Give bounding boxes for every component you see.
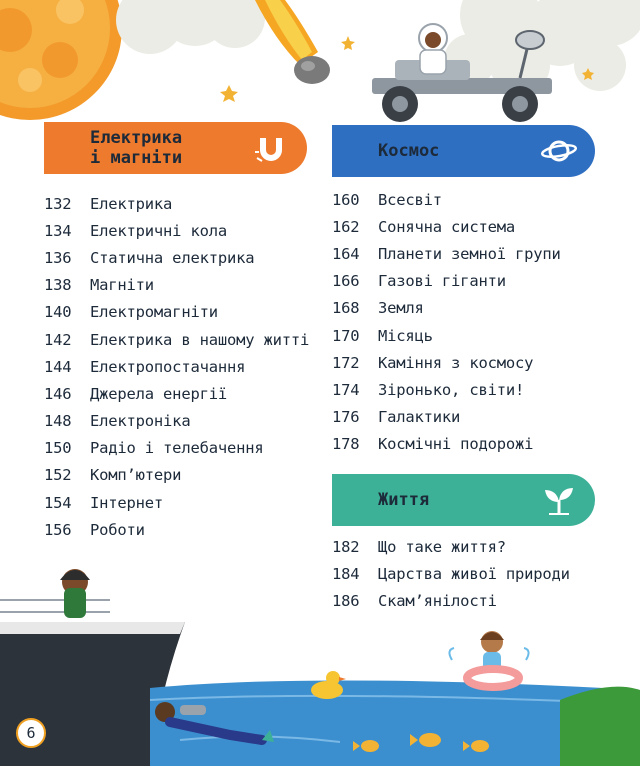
page-number: 160 xyxy=(332,190,360,209)
sprout-icon xyxy=(541,482,577,518)
sea-illustration xyxy=(150,680,640,766)
page-number: 148 xyxy=(44,412,72,431)
toc-entry[interactable] xyxy=(44,353,309,380)
page-number: 184 xyxy=(332,564,360,583)
entry-title: Космічні подорожі xyxy=(378,435,534,454)
page-number: 182 xyxy=(332,537,360,556)
entry-title: Статична електрика xyxy=(90,248,255,267)
toc-entry[interactable] xyxy=(44,217,309,244)
comet-illustration xyxy=(255,0,330,84)
page-number: 168 xyxy=(332,299,360,318)
page-number: 178 xyxy=(332,435,360,454)
toc-entry[interactable] xyxy=(44,489,309,516)
toc-entry[interactable] xyxy=(44,190,309,217)
page-number: 172 xyxy=(332,353,360,372)
sun-illustration xyxy=(0,0,122,120)
page-number: 146 xyxy=(44,384,72,403)
toc-entry[interactable] xyxy=(44,408,309,435)
toc-entry[interactable] xyxy=(44,462,309,489)
toc-entry[interactable] xyxy=(44,326,309,353)
entry-title: Електроніка xyxy=(90,412,191,431)
section-header-space xyxy=(332,125,595,177)
entry-title: Місяць xyxy=(378,326,433,345)
toc-entry[interactable] xyxy=(44,435,309,462)
page-number: 144 xyxy=(44,357,72,376)
entry-title: Інтернет xyxy=(90,493,164,512)
page-number: 154 xyxy=(44,493,72,512)
entry-title: Комп’ютери xyxy=(90,466,182,485)
toc-entry[interactable] xyxy=(44,299,309,326)
page-number: 150 xyxy=(44,439,72,458)
swimmer-illustration xyxy=(449,631,528,687)
page-number: 162 xyxy=(332,217,360,236)
toc-entry[interactable] xyxy=(332,322,561,349)
toc-entry[interactable] xyxy=(332,587,570,614)
page-number: 134 xyxy=(44,221,72,240)
entry-title: Земля xyxy=(378,299,424,318)
page-number: 174 xyxy=(332,380,360,399)
toc-entry[interactable] xyxy=(332,404,561,431)
entry-title: Каміння з космосу xyxy=(378,353,534,372)
page-number: 142 xyxy=(44,330,72,349)
page-number: 140 xyxy=(44,303,72,322)
toc-list-space xyxy=(332,186,561,458)
entry-title: Роботи xyxy=(90,520,145,539)
entry-title: Електрика xyxy=(90,194,173,213)
entry-title: Електропостачання xyxy=(90,357,246,376)
entry-title: Галактики xyxy=(378,408,461,427)
toc-entry[interactable] xyxy=(44,244,309,271)
page-number: 186 xyxy=(332,591,360,610)
entry-title: Зіронько, світи! xyxy=(378,380,525,399)
entry-title: Магніти xyxy=(90,276,154,295)
planet-icon xyxy=(541,133,577,169)
entry-title: Царства живої природи xyxy=(378,564,570,583)
section-header-electricity xyxy=(44,122,307,174)
entry-title: Електрика в нашому житті xyxy=(90,330,310,349)
toc-entry[interactable] xyxy=(332,213,561,240)
toc-entry[interactable] xyxy=(332,560,570,587)
toc-entry[interactable] xyxy=(332,186,561,213)
page-number-badge: 6 xyxy=(16,718,46,748)
toc-entry[interactable] xyxy=(44,380,309,407)
entry-title: Планети земної групи xyxy=(378,244,561,263)
entry-title: Що таке життя? xyxy=(378,537,506,556)
entry-title: Радіо і телебачення xyxy=(90,439,264,458)
section-header-life xyxy=(332,474,595,526)
section-title: Життя xyxy=(378,490,430,510)
toc-entry[interactable] xyxy=(332,295,561,322)
entry-title: Газові гіганти xyxy=(378,272,506,291)
page-number: 156 xyxy=(44,520,72,539)
entry-title: Електричні кола xyxy=(90,221,227,240)
toc-entry[interactable] xyxy=(332,240,561,267)
entry-title: Всесвіт xyxy=(378,190,442,209)
section-title: Космос xyxy=(378,141,440,161)
page-number: 176 xyxy=(332,408,360,427)
entry-title: Сонячна система xyxy=(378,217,515,236)
page-number: 164 xyxy=(332,244,360,263)
toc-entry[interactable] xyxy=(332,268,561,295)
toc-entry[interactable] xyxy=(332,533,570,560)
toc-list-electricity xyxy=(44,190,309,543)
page-number: 166 xyxy=(332,272,360,291)
toc-entry[interactable] xyxy=(44,516,309,543)
page-number: 138 xyxy=(44,276,72,295)
section-title: Електрика і магніти xyxy=(90,128,183,168)
page-number: 170 xyxy=(332,326,360,345)
toc-entry[interactable] xyxy=(44,272,309,299)
page-number: 132 xyxy=(44,194,72,213)
entry-title: Скам’янілості xyxy=(378,591,497,610)
toc-entry[interactable] xyxy=(332,376,561,403)
toc-entry[interactable] xyxy=(332,349,561,376)
page-number: 136 xyxy=(44,248,72,267)
toc-entry[interactable] xyxy=(332,431,561,458)
entry-title: Джерела енергії xyxy=(90,384,227,403)
entry-title: Електромагніти xyxy=(90,303,218,322)
toc-list-life xyxy=(332,533,570,615)
page-number: 152 xyxy=(44,466,72,485)
magnet-icon xyxy=(253,130,289,166)
